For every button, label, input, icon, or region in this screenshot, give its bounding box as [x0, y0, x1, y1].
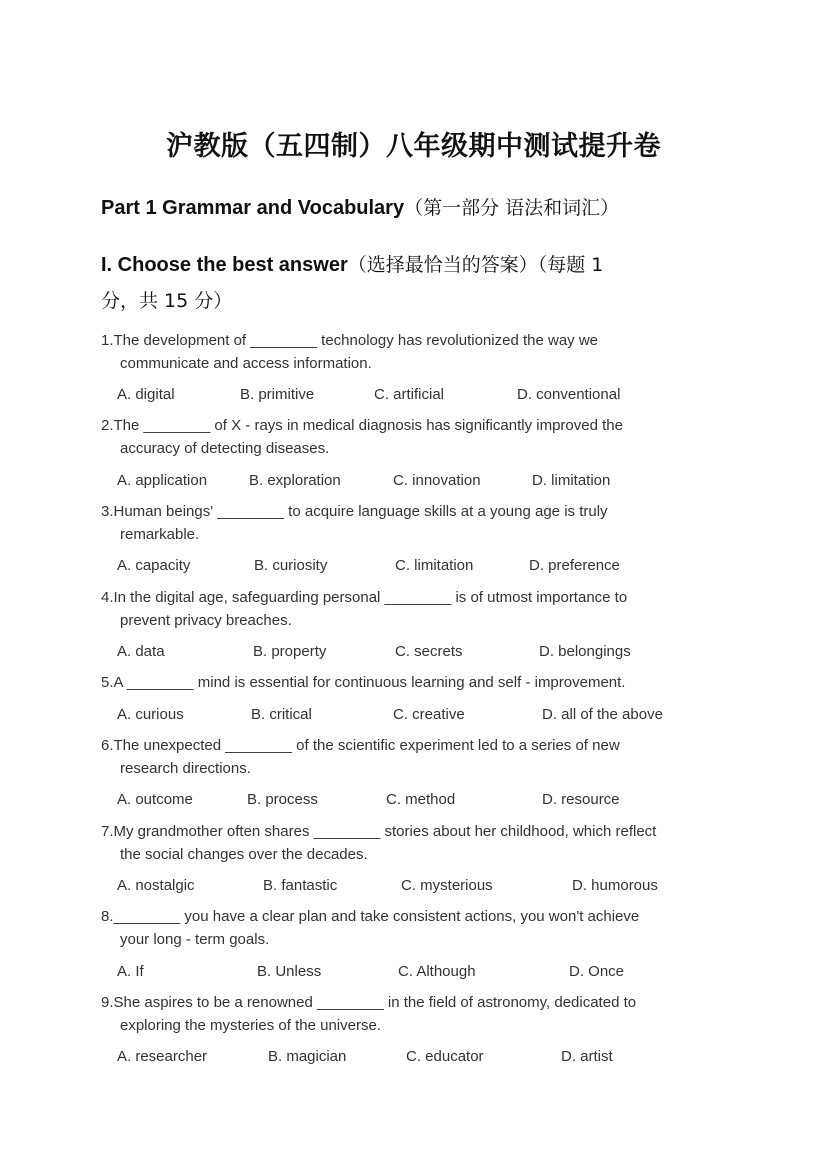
option-a: A. data — [117, 643, 165, 660]
option-d: D. belongings — [539, 643, 631, 660]
section-heading — [101, 250, 603, 277]
option-c: C. method — [386, 791, 456, 808]
section-heading-cn-cont: 分，共 15 分） — [101, 290, 233, 312]
option-c: C. educator — [406, 1048, 484, 1065]
section-heading-cn: （选择最恰当的答案）（每题 1 — [347, 254, 604, 276]
option-b: B. exploration — [249, 472, 341, 489]
option-b: B. critical — [251, 706, 312, 723]
option-c: C. limitation — [395, 557, 474, 574]
question-text-cont: accuracy of detecting diseases. — [120, 440, 330, 457]
question-text: 9.She aspires to be a renowned ________ in the field of astronomy, dedicated to — [101, 994, 637, 1011]
option-b: B. magician — [268, 1048, 347, 1065]
option-d: D. artist — [561, 1048, 613, 1065]
document-title: 沪教版（五四制）八年级期中测试提升卷 — [166, 131, 661, 162]
option-b: B. curiosity — [254, 557, 328, 574]
option-b: B. Unless — [257, 963, 322, 980]
part-heading-en: Part 1 Grammar and Vocabulary — [101, 197, 405, 219]
option-c: C. Although — [398, 963, 476, 980]
question-text-cont: remarkable. — [120, 526, 200, 543]
option-d: D. conventional — [517, 386, 621, 403]
question-text: 2.The ________ of X - rays in medical diagnosis has significantly improved the — [101, 417, 623, 434]
option-c: C. artificial — [374, 386, 445, 403]
option-a: A. outcome — [117, 791, 193, 808]
question-text-cont: research directions. — [120, 760, 251, 777]
option-a: A. curious — [117, 706, 184, 723]
question-text-cont: exploring the mysteries of the universe. — [120, 1017, 381, 1034]
part-heading-cn: （第一部分 语法和词汇） — [404, 197, 620, 219]
option-b: B. primitive — [240, 386, 315, 403]
option-c: C. mysterious — [401, 877, 493, 894]
option-a: A. nostalgic — [117, 877, 195, 894]
option-a: A. capacity — [117, 557, 191, 574]
option-a: A. digital — [117, 386, 175, 403]
option-d: D. limitation — [532, 472, 611, 489]
question-text: 4.In the digital age, safeguarding personal ________ is of utmost importance to — [101, 589, 628, 606]
option-c: C. innovation — [393, 472, 481, 489]
question-text: 8.________ you have a clear plan and take consistent actions, you won't achieve — [101, 908, 640, 925]
option-c: C. secrets — [395, 643, 463, 660]
option-b: B. fantastic — [263, 877, 338, 894]
option-b: B. process — [247, 791, 318, 808]
option-d: D. resource — [542, 791, 620, 808]
option-d: D. preference — [529, 557, 620, 574]
question-text-cont: your long - term goals. — [120, 931, 270, 948]
question-text-cont: prevent privacy breaches. — [120, 612, 292, 629]
question-text: 7.My grandmother often shares ________ stories about her childhood, which reflect — [101, 823, 657, 840]
option-c: C. creative — [393, 706, 465, 723]
option-b: B. property — [253, 643, 327, 660]
section-heading-en: I. Choose the best answer — [101, 254, 348, 276]
option-d: D. humorous — [572, 877, 658, 894]
section-heading-cont — [101, 286, 232, 313]
question-text-cont: the social changes over the decades. — [120, 846, 368, 863]
option-a: A. If — [117, 963, 144, 980]
option-a: A. researcher — [117, 1048, 208, 1065]
question-text: 5.A ________ mind is essential for continuous learning and self - improvement. — [101, 674, 626, 691]
question-text: 6.The unexpected ________ of the scientific experiment led to a series of new — [101, 737, 620, 754]
question-text-cont: communicate and access information. — [120, 355, 372, 372]
option-d: D. all of the above — [542, 706, 663, 723]
option-d: D. Once — [569, 963, 625, 980]
question-text: 1.The development of ________ technology has revolutionized the way we — [101, 332, 598, 349]
question-text: 3.Human beings' ________ to acquire language skills at a young age is truly — [101, 503, 608, 520]
part-heading — [101, 193, 619, 220]
option-a: A. application — [117, 472, 208, 489]
